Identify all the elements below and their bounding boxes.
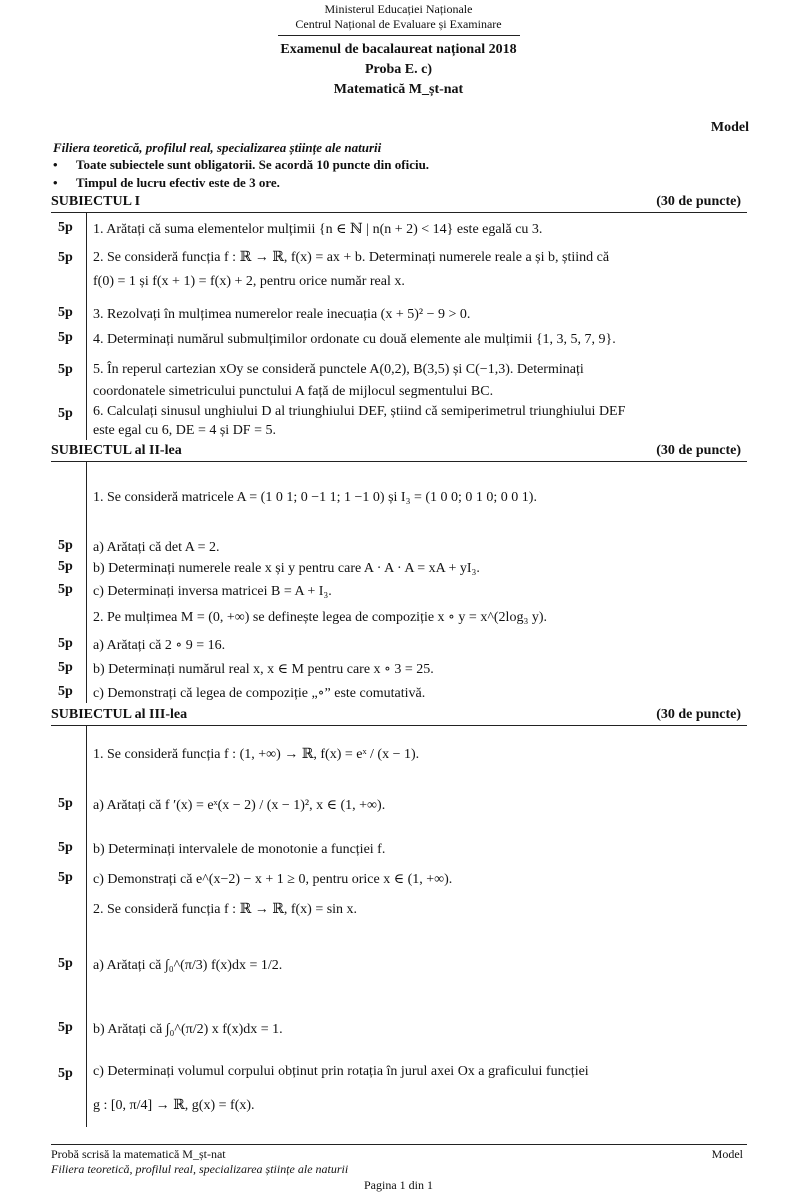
item-2-2a: a) Arătați că 2 ∘ 9 = 16. bbox=[93, 638, 226, 653]
footer-model: Model bbox=[711, 1147, 743, 1161]
item-points: 5p bbox=[58, 406, 73, 421]
item-2-1c: c) Determinați inversa matricei B = A + I₃. bbox=[93, 584, 332, 599]
section-rule bbox=[51, 461, 747, 462]
item-points: 5p bbox=[58, 840, 73, 855]
bullet-icon: • bbox=[53, 175, 58, 190]
item-points: 5p bbox=[58, 362, 73, 377]
item-3-2b: b) Arătați că ∫₀^(π/2) x f(x)dx = 1. bbox=[93, 1022, 283, 1037]
item-2-2c: c) Demonstrați că legea de compoziție „∘” este comutativă. bbox=[93, 686, 426, 701]
proba-title: Proba E. c) bbox=[364, 62, 432, 77]
item-points: 5p bbox=[58, 684, 73, 699]
item-1-3: 3. Rezolvați în mulțimea numerelor reale inecuația (x + 5)² − 9 > 0. bbox=[93, 307, 471, 322]
item-3-1a: a) Arătați că f ′(x) = eˣ(x − 2) / (x − 1)², x ∈ (1, +∞). bbox=[93, 798, 386, 813]
footer-left-2: Filiera teoretică, profilul real, specializarea științe ale naturii bbox=[51, 1162, 349, 1176]
section-points: (30 de puncte) bbox=[656, 443, 741, 458]
item-points: 5p bbox=[58, 1020, 73, 1035]
points-column-line bbox=[86, 725, 87, 1127]
item-points: 5p bbox=[58, 250, 73, 265]
item-1-5a: 5. În reperul cartezian xOy se consideră punctele A(0,2), B(3,5) și C(−1,3). Determinați bbox=[93, 362, 584, 377]
item-points: 5p bbox=[58, 870, 73, 885]
item-1-6a: 6. Calculați sinusul unghiului D al triunghiului DEF, știind că semiperimetrul triunghiului DEF bbox=[93, 404, 626, 419]
footer-left-1: Probă scrisă la matematică M_șt-nat bbox=[51, 1147, 226, 1161]
item-points: 5p bbox=[58, 660, 73, 675]
item-points: 5p bbox=[58, 220, 73, 235]
item-2-1a: a) Arătați că det A = 2. bbox=[93, 540, 220, 555]
subject-title: Matematică M_șt-nat bbox=[333, 82, 464, 97]
section-title: SUBIECTUL al III-lea bbox=[51, 707, 188, 722]
item-3-2c-b: g : [0, π/4] → ℝ, g(x) = f(x). bbox=[93, 1098, 255, 1113]
item-3-2: 2. Se consideră funcția f : ℝ → ℝ, f(x) = sin x. bbox=[93, 902, 358, 917]
item-1-1: 1. Arătați că suma elementelor mulțimii {n ∈ ℕ | n(n + 2) < 14} este egală cu 3. bbox=[93, 222, 543, 237]
section-3-header bbox=[51, 707, 747, 723]
item-points: 5p bbox=[58, 538, 73, 553]
center-line: Centrul Național de Evaluare și Examinare bbox=[295, 17, 502, 31]
section-rule bbox=[51, 212, 747, 213]
section-1-header bbox=[51, 194, 747, 210]
exam-title: Examenul de bacalaureat național 2018 bbox=[280, 42, 517, 57]
item-points: 5p bbox=[58, 796, 73, 811]
item-3-2a: a) Arătați că ∫₀^(π/3) f(x)dx = 1/2. bbox=[93, 958, 283, 973]
item-3-1: 1. Se consideră funcția f : (1, +∞) → ℝ, f(x) = eˣ / (x − 1). bbox=[93, 747, 420, 762]
item-2-1b: b) Determinați numerele reale x și y pentru care A · A · A = xA + yI₃. bbox=[93, 561, 480, 576]
item-3-1b: b) Determinați intervalele de monotonie a funcției f. bbox=[93, 842, 386, 857]
item-3-1c: c) Demonstrați că e^(x−2) − x + 1 ≥ 0, pentru orice x ∈ (1, +∞). bbox=[93, 872, 453, 887]
item-points: 5p bbox=[58, 956, 73, 971]
item-points: 5p bbox=[58, 636, 73, 651]
item-points: 5p bbox=[58, 305, 73, 320]
item-2-1: 1. Se consideră matricele A = (1 0 1; 0 −1 1; 1 −1 0) și I₃ = (1 0 0; 0 1 0; 0 0 1). bbox=[93, 490, 537, 505]
item-points: 5p bbox=[58, 330, 73, 345]
item-1-2b: f(0) = 1 și f(x + 1) = f(x) + 2, pentru orice număr real x. bbox=[93, 274, 405, 289]
ministry-line: Ministerul Educației Naționale bbox=[324, 2, 473, 16]
item-1-6b: este egal cu 6, DE = 4 și DF = 5. bbox=[93, 423, 276, 438]
item-1-5b: coordonatele simetricului punctului A față de mijlocul segmentului BC. bbox=[93, 384, 494, 399]
item-points: 5p bbox=[58, 559, 73, 574]
section-title: SUBIECTUL I bbox=[51, 194, 141, 209]
section-rule bbox=[51, 725, 747, 726]
points-column-line bbox=[86, 212, 87, 440]
item-1-2a: 2. Se consideră funcția f : ℝ → ℝ, f(x) = ax + b. Determinați numerele reale a și b, știind că bbox=[93, 250, 610, 265]
page-number: Pagina 1 din 1 bbox=[364, 1178, 433, 1192]
item-points: 5p bbox=[58, 582, 73, 597]
model-label: Model bbox=[710, 120, 749, 135]
item-2-2b: b) Determinați numărul real x, x ∈ M pentru care x ∘ 3 = 25. bbox=[93, 662, 434, 677]
item-1-4: 4. Determinați numărul submulțimilor ordonate cu două elemente ale mulțimii {1, 3, 5, 7, 9}. bbox=[93, 332, 616, 347]
item-2-2: 2. Pe mulțimea M = (0, +∞) se definește legea de compoziție x ∘ y = x^(2log₃ y). bbox=[93, 610, 547, 625]
filiera-line: Filiera teoretică, profilul real, specializarea științe ale naturii bbox=[53, 140, 382, 155]
footer-line-1 bbox=[51, 1147, 747, 1162]
section-points: (30 de puncte) bbox=[656, 194, 741, 209]
points-column-line bbox=[86, 461, 87, 703]
bullet-icon: • bbox=[53, 157, 58, 172]
section-points: (30 de puncte) bbox=[656, 707, 741, 722]
footer-rule bbox=[51, 1144, 747, 1145]
rule-1: Toate subiectele sunt obligatorii. Se acordă 10 puncte din oficiu. bbox=[76, 157, 430, 172]
item-points: 5p bbox=[58, 1066, 73, 1081]
rule-2: Timpul de lucru efectiv este de 3 ore. bbox=[76, 175, 280, 190]
section-2-header bbox=[51, 443, 747, 459]
section-title: SUBIECTUL al II-lea bbox=[51, 443, 182, 458]
header-rule bbox=[278, 35, 520, 36]
item-3-2c-a: c) Determinați volumul corpului obținut prin rotația în jurul axei Ox a graficului funcției bbox=[93, 1064, 589, 1079]
